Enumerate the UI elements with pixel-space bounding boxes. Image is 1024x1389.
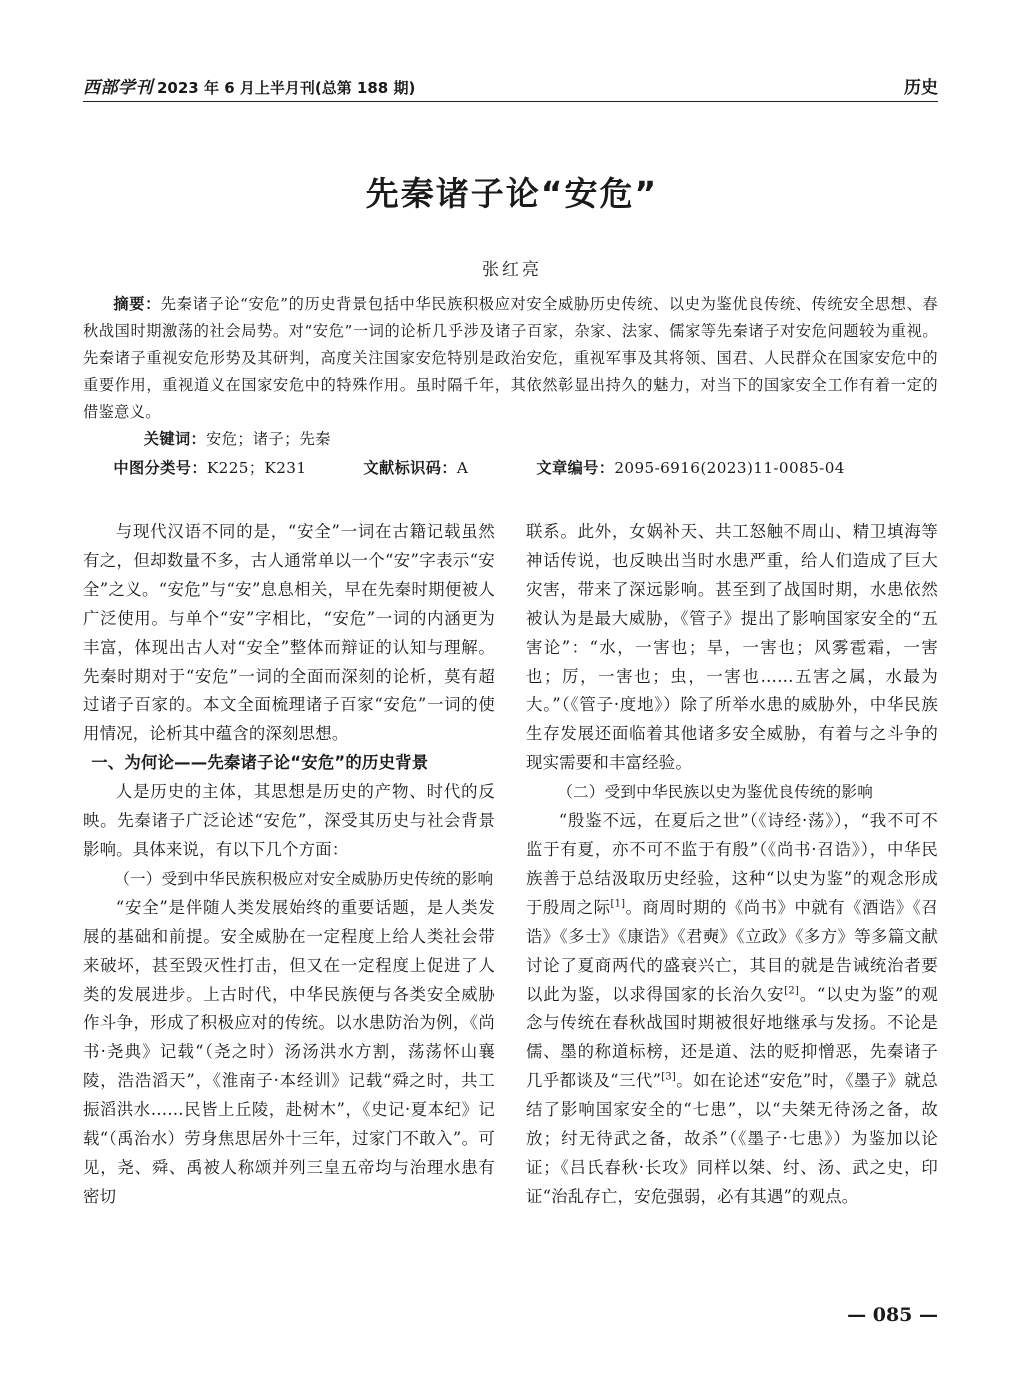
text-segment: 。“以史为鉴”的观念与传统在春秋战国时期被很好地继承与发扬。不论是儒、墨的称道标榜，还是道、法的贬抑憎恶，先秦诸子几乎都谈及“三代”: [526, 984, 939, 1091]
right-column: [526, 518, 938, 1212]
document-code-label: 文献标识码：: [363, 459, 457, 477]
paragraph-history-mirror: [526, 807, 938, 1212]
section-name: 历史: [904, 78, 938, 98]
left-column: [83, 518, 495, 1212]
article-number-value: 2095-6916(2023)11-0085-04: [614, 459, 845, 477]
text-segment: “殷鉴不远，在夏后之世”（《诗经·荡》），“我不可不监于有夏，亦不可不监于有殷”（《尚书·召诰》），中华民族善于总结汲取历史经验，这种“以史为鉴”的观念形成于殷周之际: [526, 811, 938, 917]
paragraph-intro: 与现代汉语不同的是，“安全”一词在古籍记载虽然有之，但却数量不多，古人通常单以一个“安”字表示“安全”之义。“安危”与“安”息息相关，早在先秦时期便被人广泛使用。与单个“安”字相比，“安危”一词的内涵更为丰富，体现出古人对“安全”整体而辩证的认知与理解。先秦时期对于“安危”一词的全面而深刻的论析，莫有超过诸子百家的。本文全面梳理诸子百家“安危”一词的使用情况，论析其中蕴含的深刻思想。: [83, 522, 495, 744]
document-code: [363, 455, 536, 482]
subsection-heading-2: （二）受到中华民族以史为鉴优良传统的影响: [557, 783, 874, 802]
article-title: 先秦诸子论“安危”: [365, 174, 659, 213]
journal-logo: 西部学刊: [83, 78, 153, 98]
author-name: 张红亮: [482, 260, 542, 280]
article-meta-row: [83, 455, 938, 482]
paragraph-security-tradition-cont: 联系。此外，女娲补天、共工怒触不周山、精卫填海等神话传说，也反映出当时水患严重，给人们造成了巨大灾害，带来了深远影响。甚至到了战国时期，水患依然被认为是最大威胁，《管子》提出了影响国家安全的“五害论”：“水，一害也；旱，一害也；风雾雹霜，一害也；厉，一害也；虫，一害也……五害之属，水最为大。”（《管子·度地》）除了所举水患的威胁外，中华民族生存发展还面临着其他诸多安全威胁，有着与之斗争的现实需要和丰富经验。: [526, 522, 938, 773]
section-heading-1: 一、为何论——先秦诸子论“安危”的历史背景: [91, 753, 429, 773]
citation-ref-2: [2]: [784, 985, 800, 997]
running-header: [83, 72, 938, 98]
subsection-heading-1: （一）受到中华民族积极应对安全威胁历史传统的影响: [114, 869, 494, 888]
text-segment: 。商周时期的《尚书》中就有《酒诰》《召诰》《多士》《康诰》《君奭》《立政》《多方》等多篇文献讨论了夏商两代的盛衰兴亡，其目的就是告诫统治者要以此为鉴，以求得国家的长治久安: [526, 897, 938, 1004]
abstract-label: 摘要：: [113, 295, 161, 313]
body-columns: [83, 518, 938, 1212]
keywords-text: 安危；诸子；先秦: [206, 430, 331, 448]
document-code-value: A: [456, 459, 469, 477]
citation-ref-1: [1]: [610, 898, 626, 910]
citation-ref-3: [3]: [661, 1071, 677, 1083]
paragraph-section-intro: 人是历史的主体，其思想是历史的产物、时代的反映。先秦诸子广泛论述“安危”，深受其历史与社会背景影响。具体来说，有以下几个方面：: [83, 782, 495, 859]
article-number-label: 文章编号：: [536, 459, 615, 477]
issue-info: 2023 年 6 月上半月刊(总第 188 期): [157, 79, 416, 97]
abstract-block: [83, 291, 938, 482]
header-rule: [83, 101, 938, 102]
keywords: [83, 426, 938, 453]
classification-label: 中图分类号：: [113, 459, 207, 477]
header-left: [83, 73, 415, 98]
page-number: — 085 —: [847, 1304, 938, 1326]
text-segment: 。如在论述“安危”时，《墨子》就总结了影响国家安全的“七患”，以“夫桀无待汤之备，故放；纣无待武之备，故杀”（《墨子·七患》）为鉴加以论证；《吕氏春秋·长攻》同样以桀、纣、汤、武之史，印证“治乱存亡，安危强弱，必有其遇”的观点。: [526, 1071, 938, 1206]
abstract-text: 先秦诸子论“安危”的历史背景包括中华民族积极应对安全威胁历史传统、以史为鉴优良传统、传统安全思想、春秋战国时期激荡的社会局势。对“安危”一词的论析几乎涉及诸子百家，杂家、法家、儒家等先秦诸子对安危问题较为重视。先秦诸子重视安危形势及其研判，高度关注国家安危特别是政治安危，重视军事及其将领、国君、人民群众在国家安危中的重要作用，重视道义在国家安危中的特殊作用。虽时隔千年，其依然彰显出持久的魅力，对当下的国家安全工作有着一定的借鉴意义。: [83, 295, 938, 421]
classification: [113, 455, 363, 482]
keywords-label: 关键词：: [143, 430, 207, 448]
abstract: [83, 291, 938, 426]
article-number: [536, 455, 844, 482]
paragraph-security-tradition: “安全”是伴随人类发展始终的重要话题，是人类发展的基础和前提。安全威胁在一定程度上给人类社会带来破坏，甚至毁灭性打击，但又在一定程度上促进了人类的发展进步。上古时代，中华民族便与各类安全威胁作斗争，形成了积极应对的传统。以水患防治为例，《尚书·尧典》记载“（尧之时）汤汤洪水方割，荡荡怀山襄陵，浩浩滔天”，《淮南子·本经训》记载“舜之时，共工振滔洪水……民皆上丘陵，赴树木”，《史记·夏本纪》记载“（禹治水）劳身焦思居外十三年，过家门不敢入”。可见，尧、舜、禹被人称颂并列三皇五帝均与治理水患有密切: [83, 897, 495, 1206]
classification-value: K225；K231: [206, 459, 307, 477]
